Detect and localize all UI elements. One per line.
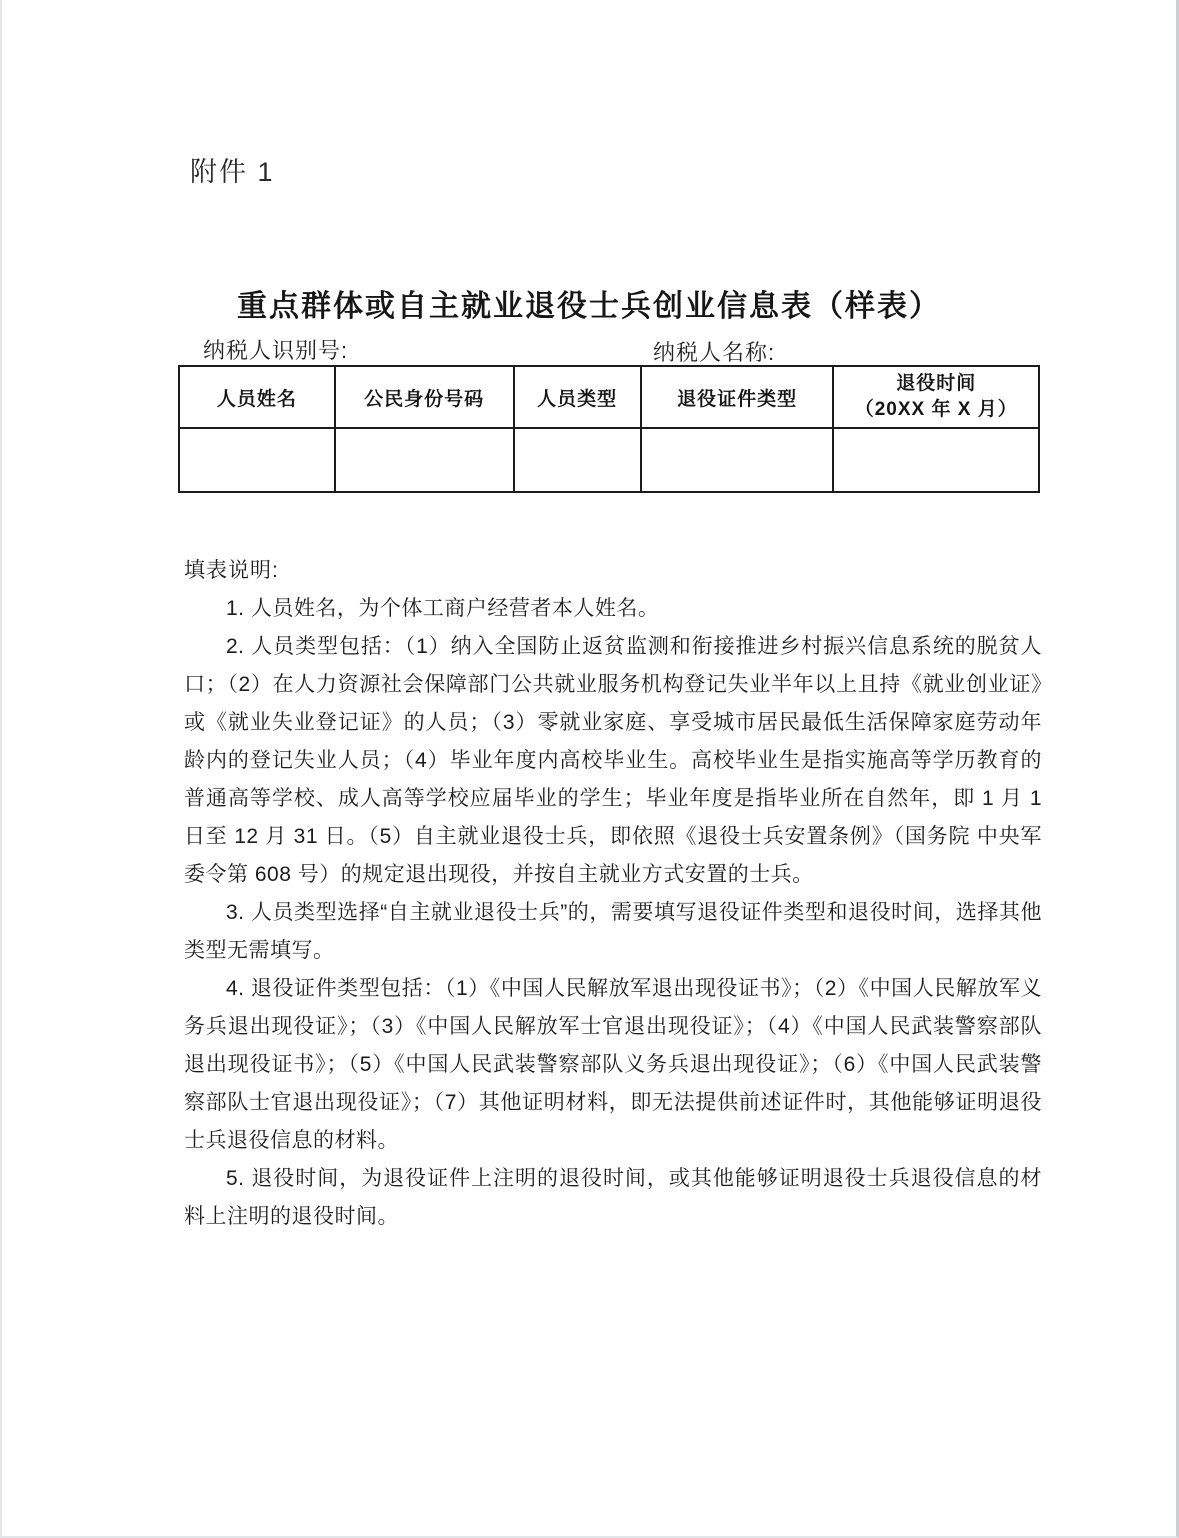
col-header-certificate-type: 退役证件类型	[641, 366, 834, 428]
taxpayer-labels-row	[2, 334, 1176, 365]
empty-cell-person-type	[514, 428, 641, 492]
retirement-time-line1: 退役时间	[896, 373, 977, 394]
table-header-row	[179, 366, 1039, 428]
instruction-item-5: 5. 退役时间，为退役证件上注明的退役时间，或其他能够证明退役士兵退役信息的材料上注明的退役时间。	[184, 1167, 1042, 1228]
col-header-retirement-time	[833, 366, 1039, 428]
veteran-info-table	[178, 365, 1040, 493]
document-title: 重点群体或自主就业退役士兵创业信息表（样表）	[237, 290, 941, 323]
col-header-citizen-id: 公民身份号码	[335, 366, 514, 428]
empty-cell-retirement-time	[833, 428, 1039, 492]
instruction-item-4: 4. 退役证件类型包括：（1）《中国人民解放军退出现役证书》；（2）《中国人民解放军义务兵退出现役证》；（3）《中国人民解放军士官退出现役证》；（4）《中国人民武装警察部队退出现役证书》；（5）《中国人民武装警察部队义务兵退出现役证》；（6）《中国人民武装警察部队士官退出现役证》；（7）其他证明材料，即无法提供前述证件时，其他能够证明退役士兵退役信息的材料。	[184, 977, 1042, 1152]
taxpayer-name-label: 纳税人名称:	[653, 340, 776, 365]
col-header-person-type: 人员类型	[514, 366, 641, 428]
instruction-item-1: 1. 人员姓名，为个体工商户经营者本人姓名。	[226, 597, 660, 620]
taxpayer-id-label: 纳税人识别号:	[203, 338, 349, 363]
instructions-heading: 填表说明:	[184, 559, 279, 582]
instruction-item-2: 2. 人员类型包括：（1）纳入全国防止返贫监测和衔接推进乡村振兴信息系统的脱贫人口；（2）在人力资源社会保障部门公共就业服务机构登记失业半年以上且持《就业创业证》或《就业失业登记证》的人员；（3）零就业家庭、享受城市居民最低生活保障家庭劳动年龄内的登记失业人员；（4）毕业年度内高校毕业生。高校毕业生是指实施高等学历教育的普通高等学校、成人高等学校应届毕业的学生；毕业年度是指毕业所在自然年，即 1 月 1 日至 12 月 31 日。（5）自主就业退役士兵，即依照《退役士兵安置条例》（国务院 中央军委令第 608 号）的规定退出现役，并按自主就业方式安置的士兵。	[184, 635, 1042, 886]
instructions-section	[184, 552, 1042, 1236]
col-header-person-name: 人员姓名	[179, 366, 335, 428]
empty-cell-person-name	[179, 428, 335, 492]
attachment-label: 附件 1	[190, 157, 275, 187]
empty-cell-citizen-id	[335, 428, 514, 492]
table-empty-row	[179, 428, 1039, 492]
retirement-time-line2: （20XX 年 X 月）	[854, 399, 1018, 420]
instruction-item-3: 3. 人员类型选择“自主就业退役士兵”的，需要填写退役证件类型和退役时间，选择其他类型无需填写。	[184, 901, 1042, 962]
empty-cell-certificate-type	[641, 428, 834, 492]
